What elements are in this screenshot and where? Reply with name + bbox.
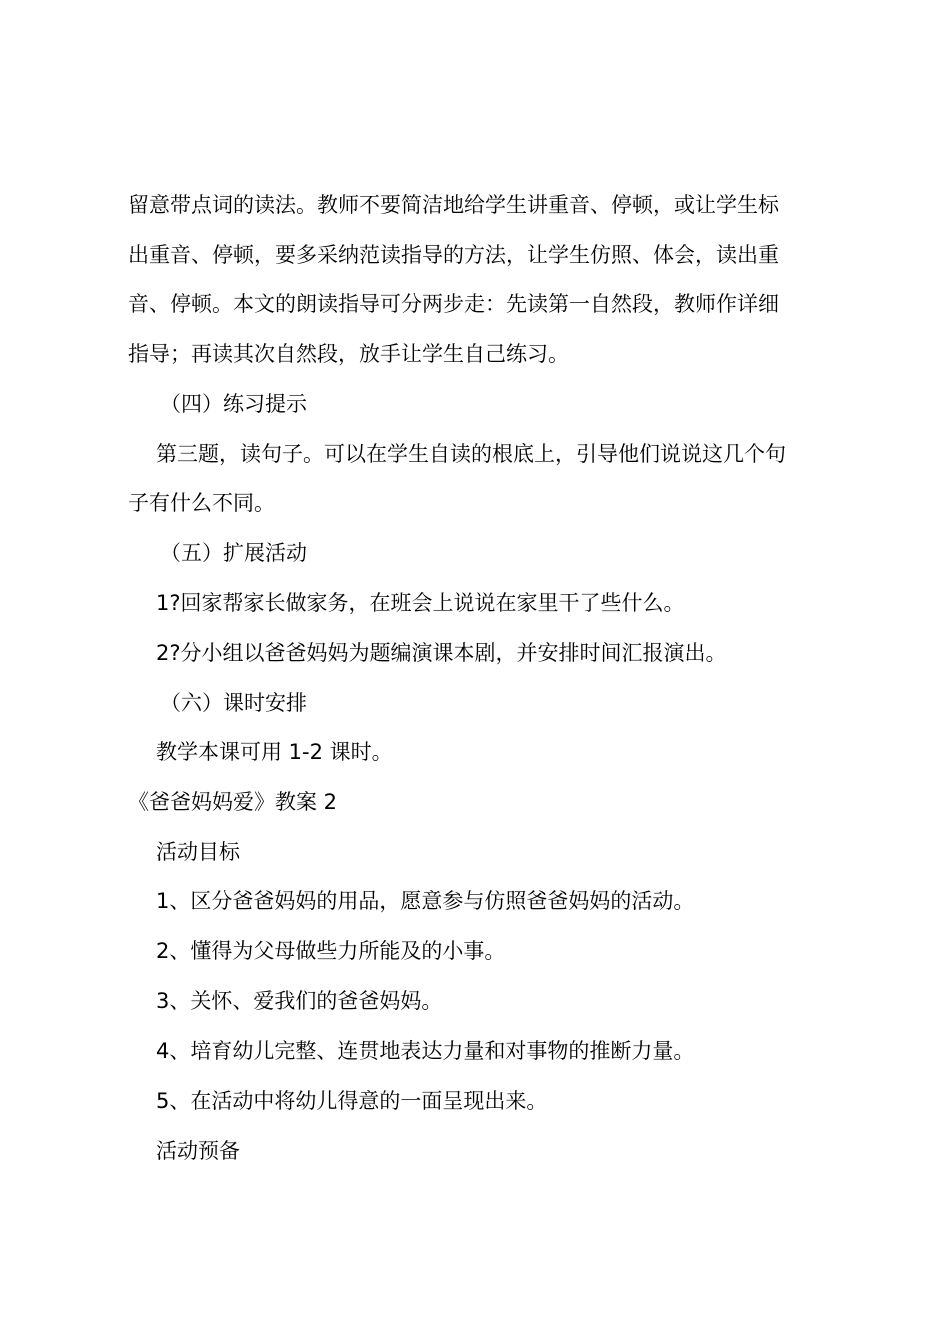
paragraph-line: 出重音、停顿，要多采纳范读指导的方法，让学生仿照、体会，读出重	[128, 243, 779, 267]
section-heading: 活动目标	[156, 840, 240, 864]
list-item: 5、在活动中将幼儿得意的一面呈现出来。	[156, 1089, 548, 1113]
list-item: 1?回家帮家长做家务，在班会上说说在家里干了些什么。	[156, 591, 685, 615]
paragraph-line: 留意带点词的读法。教师不要简洁地给学生讲重音、停顿，或让学生标	[128, 193, 779, 217]
paragraph-line: 第三题，读句子。可以在学生自读的根底上，引导他们说说这几个句	[156, 442, 786, 466]
list-item: 2?分小组以爸爸妈妈为题编演课本剧，并安排时间汇报演出。	[156, 641, 727, 665]
list-item: 1、区分爸爸妈妈的用品，愿意参与仿照爸爸妈妈的活动。	[156, 889, 695, 913]
paragraph-line: 子有什么不同。	[128, 491, 275, 515]
section-heading: （五）扩展活动	[160, 541, 307, 565]
lesson-title: 《爸爸妈妈爱》教案 2	[128, 790, 338, 814]
section-heading: （四）练习提示	[160, 392, 307, 416]
list-item: 2、懂得为父母做些力所能及的小事。	[156, 939, 506, 963]
paragraph-line: 音、停顿。本文的朗读指导可分两步走：先读第一自然段，教师作详细	[128, 292, 779, 316]
paragraph-line: 教学本课可用 1-2 课时。	[156, 740, 393, 764]
section-heading: 活动预备	[156, 1139, 240, 1163]
section-heading: （六）课时安排	[160, 691, 307, 715]
paragraph-line: 指导；再读其次自然段，放手让学生自己练习。	[128, 342, 569, 366]
list-item: 4、培育幼儿完整、连贯地表达力量和对事物的推断力量。	[156, 1039, 695, 1063]
list-item: 3、关怀、爱我们的爸爸妈妈。	[156, 989, 443, 1013]
